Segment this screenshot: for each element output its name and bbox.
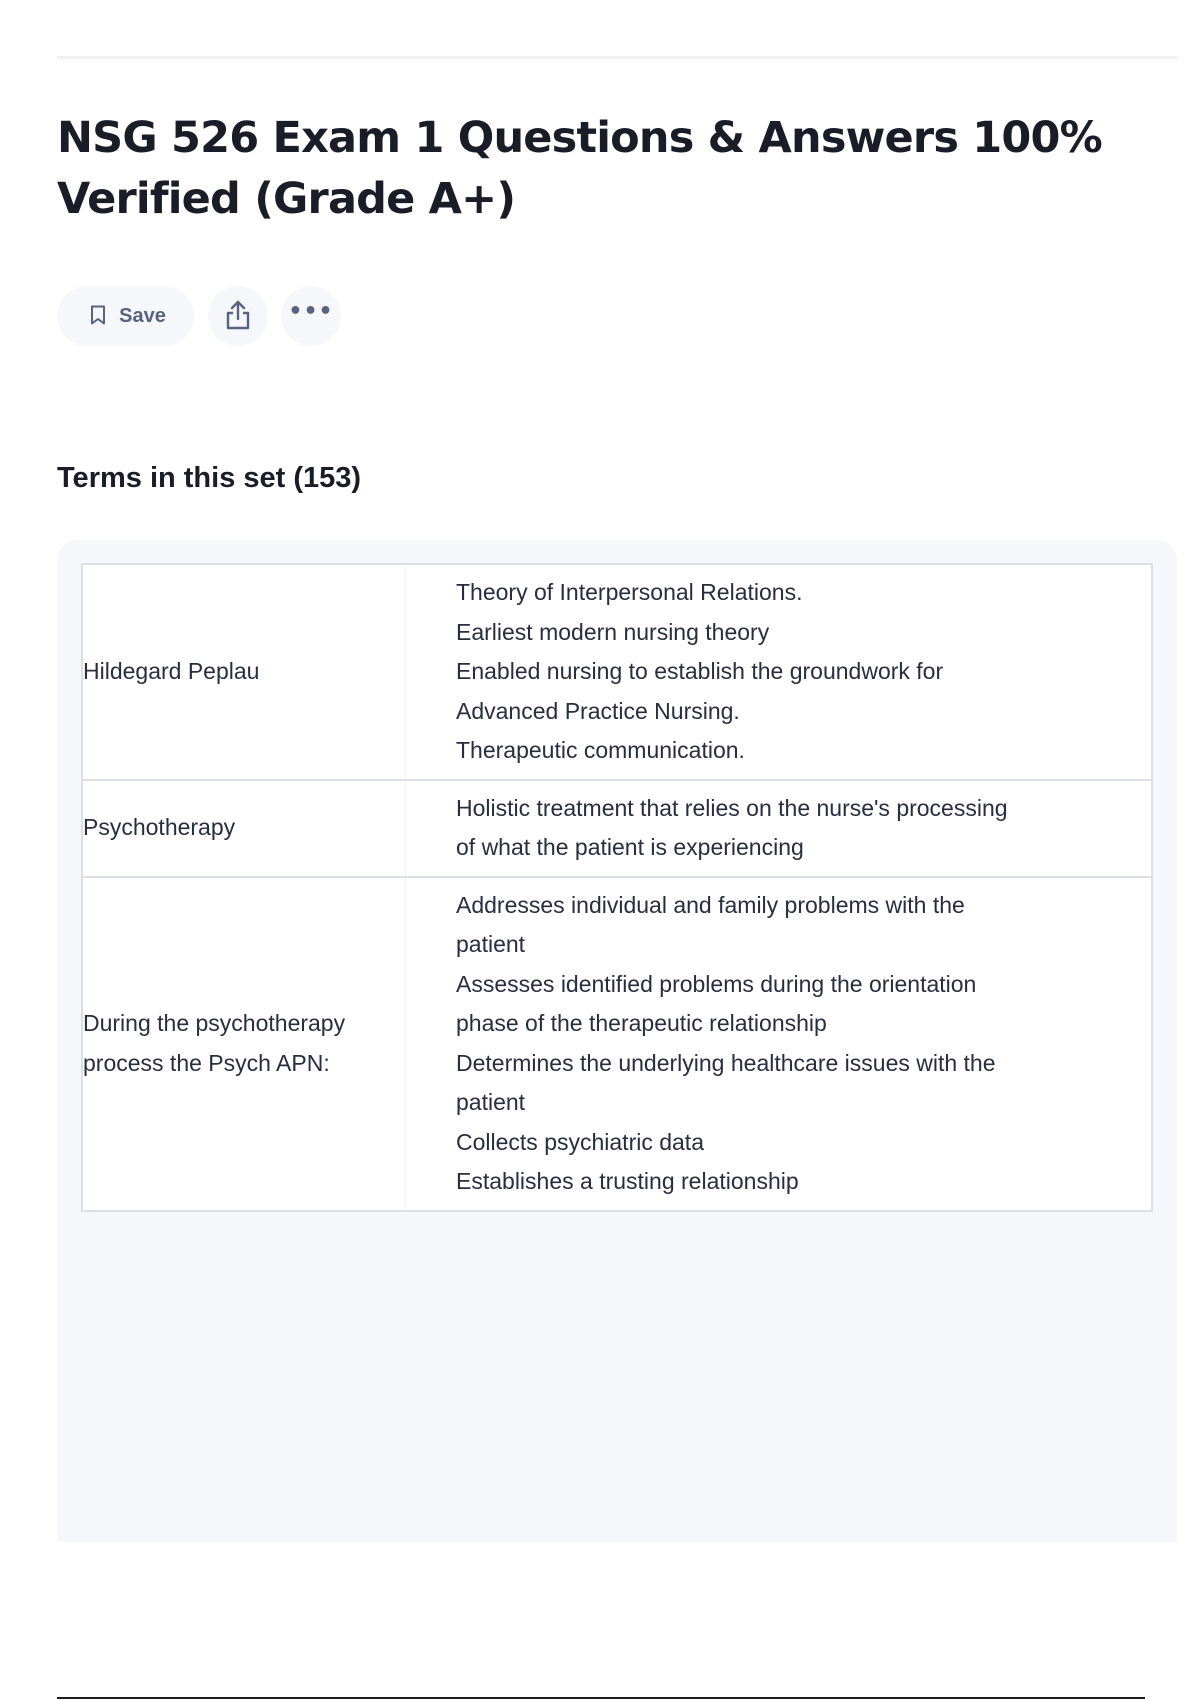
term-text: Hildegard Peplau: [83, 658, 260, 684]
definition-line: Holistic treatment that relies on the nurse's processing: [456, 794, 1008, 821]
definition-line: Theory of Interpersonal Relations.: [456, 579, 803, 605]
definition-cell: [406, 564, 1153, 780]
definition-line: Collects psychiatric data: [456, 1128, 704, 1155]
definition-cell: [406, 877, 1153, 1211]
term-cell: [82, 564, 406, 780]
term-text: During the psychotherapy process the Psych APN:: [83, 1010, 346, 1076]
share-icon: [224, 299, 252, 334]
share-button[interactable]: [208, 286, 268, 346]
terms-table: [81, 563, 1153, 1212]
definition-line: Enabled nursing to establish the groundwork for: [456, 658, 944, 684]
bottom-divider: [57, 1697, 1145, 1699]
definition-line: Determines the underlying healthcare issues with the: [456, 1049, 996, 1076]
definition-cell: [406, 780, 1153, 877]
more-options-button[interactable]: [281, 286, 341, 346]
definition-line: patient: [456, 1089, 526, 1115]
action-bar: [57, 286, 354, 346]
top-divider: [57, 56, 1177, 59]
definition-line: Therapeutic communication.: [456, 737, 745, 763]
term-text: Psychotherapy: [83, 814, 236, 841]
more-horizontal-icon: •••: [288, 299, 334, 324]
term-row: [82, 877, 1152, 1211]
bookmark-icon: [89, 305, 107, 328]
term-cell: [82, 877, 406, 1211]
definition-line: Advanced Practice Nursing.: [456, 697, 740, 724]
page-title: NSG 526 Exam 1 Questions & Answers 100% Verified (Grade A+): [57, 113, 1102, 224]
definition-line: Establishes a trusting relationship: [456, 1168, 799, 1194]
definition-line: phase of the therapeutic relationship: [456, 1010, 827, 1036]
terms-panel: [57, 540, 1177, 1542]
term-row: [82, 564, 1152, 780]
definition-line: patient: [456, 931, 526, 957]
definition-line: Addresses individual and family problems with the: [456, 891, 965, 918]
save-button[interactable]: [57, 286, 194, 346]
definition-line: of what the patient is experiencing: [456, 834, 804, 860]
save-button-label: Save: [119, 304, 166, 327]
terms-heading: Terms in this set (153): [57, 462, 362, 494]
definition-line: Earliest modern nursing theory: [456, 618, 770, 645]
term-cell: [82, 780, 406, 877]
term-row: [82, 780, 1152, 877]
definition-line: Assesses identified problems during the orientation: [456, 970, 977, 997]
